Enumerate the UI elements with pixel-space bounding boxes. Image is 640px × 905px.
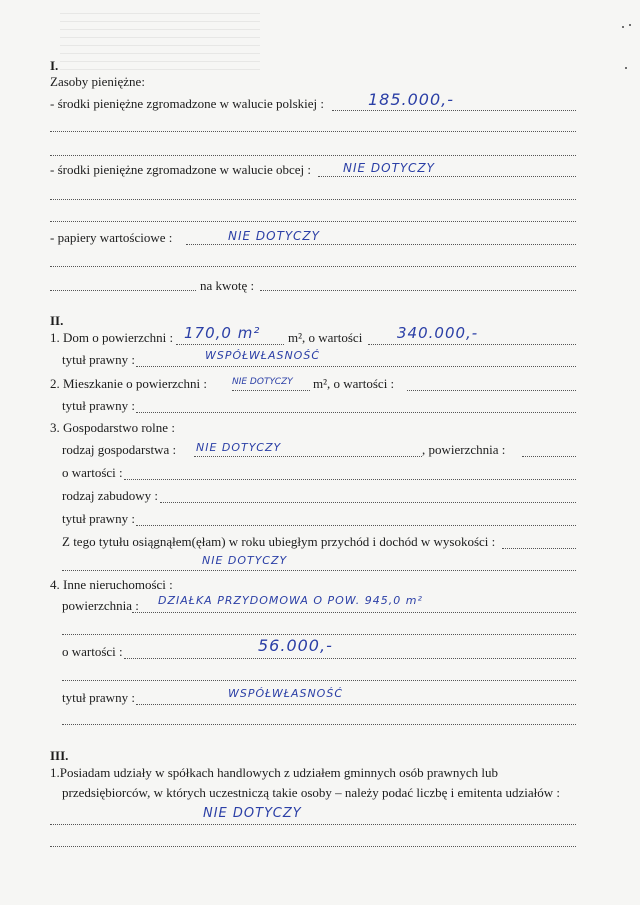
house-value-dotted-line bbox=[368, 344, 576, 345]
other-value-dotted-line bbox=[124, 658, 576, 659]
other-title-dotted-line bbox=[136, 704, 576, 705]
income-dotted-line-2 bbox=[62, 570, 576, 571]
pln-value: 185.000,- bbox=[368, 90, 455, 109]
dotted-line bbox=[50, 846, 576, 847]
farm-label: 3. Gospodarstwo rolne : bbox=[50, 420, 175, 435]
income-value: NIE DOTYCZY bbox=[202, 554, 288, 567]
scan-speck bbox=[629, 24, 631, 26]
flat-unit: m², o wartości : bbox=[313, 376, 395, 391]
farm-value-dotted-line bbox=[124, 479, 576, 480]
house-title-dotted-line bbox=[136, 366, 576, 367]
other-area-dotted-line bbox=[132, 612, 576, 613]
flat-title-dotted-line bbox=[136, 412, 576, 413]
farm-type-value: NIE DOTYCZY bbox=[196, 441, 282, 454]
dotted-line bbox=[62, 680, 576, 681]
flat-area: NIE DOTYCZY bbox=[232, 377, 293, 387]
section-3-line-1: 1.Posiadam udziały w spółkach handlowych z udziałem gminnych osób prawnych lub bbox=[50, 765, 499, 780]
other-title-value: WSPÓŁWŁASNOŚĆ bbox=[228, 687, 344, 700]
amount-dotted-line bbox=[260, 290, 576, 291]
securities-dotted-line bbox=[186, 244, 576, 245]
foreign-dotted-line bbox=[318, 176, 576, 177]
other-value: 56.000,- bbox=[258, 636, 333, 655]
securities-label: - papiery wartościowe : bbox=[50, 230, 173, 245]
foreign-value: NIE DOTYCZY bbox=[343, 161, 435, 175]
other-area-value: DZIAŁKA PRZYDOMOWA O POW. 945,0 m² bbox=[158, 594, 423, 607]
pln-dotted-line bbox=[332, 110, 576, 111]
house-title-label: tytuł prawny : bbox=[62, 352, 135, 367]
farm-building-dotted-line bbox=[160, 502, 576, 503]
house-area: 170,0 m² bbox=[184, 324, 261, 342]
pln-label: - środki pieniężne zgromadzone w walucie polskiej : bbox=[50, 96, 324, 111]
other-area-label: powierzchnia : bbox=[62, 598, 139, 613]
dotted-line bbox=[50, 290, 196, 291]
farm-building-label: rodzaj zabudowy : bbox=[62, 488, 159, 503]
scan-speck bbox=[625, 67, 627, 69]
dotted-line bbox=[50, 155, 576, 156]
amount-label: na kwotę : bbox=[200, 278, 255, 293]
dotted-line bbox=[50, 266, 576, 267]
farm-type-label: rodzaj gospodarstwa : bbox=[62, 442, 177, 457]
income-dotted-line bbox=[502, 548, 576, 549]
foreign-label: - środki pieniężne zgromadzone w walucie obcej : bbox=[50, 162, 311, 177]
shares-value: NIE DOTYCZY bbox=[203, 806, 302, 821]
house-unit: m², o wartości bbox=[288, 330, 363, 345]
flat-label: 2. Mieszkanie o powierzchni : bbox=[50, 376, 208, 391]
other-title-label: tytuł prawny : bbox=[62, 690, 135, 705]
farm-type-dotted-line bbox=[194, 456, 422, 457]
dotted-line bbox=[50, 221, 576, 222]
section-2-number: II. bbox=[50, 313, 64, 328]
farm-title-label: tytuł prawny : bbox=[62, 511, 135, 526]
other-label: 4. Inne nieruchomości : bbox=[50, 577, 173, 592]
securities-value: NIE DOTYCZY bbox=[228, 229, 320, 243]
section-3-line-2: przedsiębiorców, w których uczestniczą takie osoby – należy podać liczbę i emitenta udziałów : bbox=[62, 785, 561, 800]
dotted-line bbox=[62, 724, 576, 725]
farm-title-dotted-line bbox=[136, 525, 576, 526]
house-area-dotted-line bbox=[176, 344, 284, 345]
dotted-line bbox=[62, 634, 576, 635]
farm-value-label: o wartości : bbox=[62, 465, 123, 480]
dotted-line bbox=[50, 824, 576, 825]
farm-area-label: , powierzchnia : bbox=[422, 442, 506, 457]
section-1-heading: Zasoby pieniężne: bbox=[50, 74, 145, 89]
section-1-number: I. bbox=[50, 58, 59, 73]
house-value: 340.000,- bbox=[397, 324, 479, 342]
flat-value-dotted-line bbox=[407, 390, 576, 391]
scan-speck bbox=[622, 26, 624, 28]
section-3-number: III. bbox=[50, 748, 69, 763]
dotted-line bbox=[50, 199, 576, 200]
house-title-value: WSPÓŁWŁASNOŚĆ bbox=[205, 349, 321, 362]
flat-title-label: tytuł prawny : bbox=[62, 398, 135, 413]
farm-area-dotted-line bbox=[522, 456, 576, 457]
dotted-line bbox=[50, 131, 576, 132]
bleed-through-text bbox=[60, 10, 260, 70]
house-label: 1. Dom o powierzchni : bbox=[50, 330, 174, 345]
other-value-label: o wartości : bbox=[62, 644, 123, 659]
flat-area-dotted-line bbox=[232, 390, 310, 391]
income-label: Z tego tytułu osiągnąłem(ęłam) w roku ubiegłym przychód i dochód w wysokości : bbox=[62, 534, 496, 549]
